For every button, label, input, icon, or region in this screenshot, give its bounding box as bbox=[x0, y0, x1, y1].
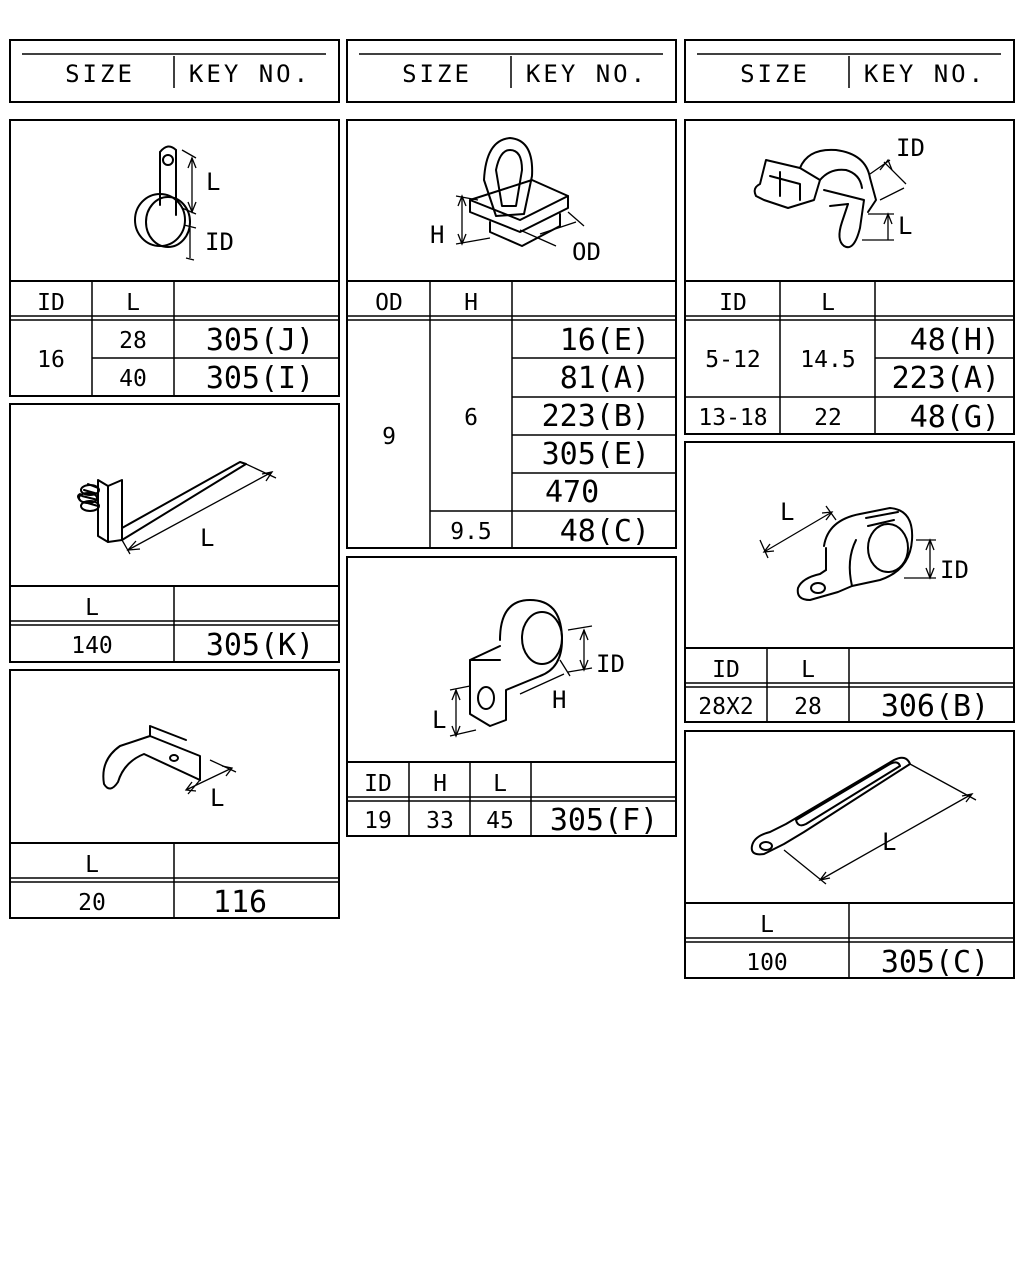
cell-key-no: 48(G) bbox=[909, 400, 1000, 435]
col-header-od: OD bbox=[375, 290, 403, 316]
cell-l: 140 bbox=[71, 633, 113, 659]
cell-l: 45 bbox=[486, 808, 514, 834]
cell-key-no: 81(A) bbox=[559, 361, 650, 396]
dim-label-l: L bbox=[210, 784, 225, 812]
col-header-id: ID bbox=[712, 657, 740, 683]
spring-clip-drawing bbox=[103, 726, 236, 812]
cell-h: 6 bbox=[464, 405, 478, 431]
header-key-no: KEY NO. bbox=[863, 60, 987, 88]
cell-id: 16 bbox=[37, 347, 65, 373]
header-col2 bbox=[347, 40, 676, 102]
dim-label-h: H bbox=[552, 686, 567, 714]
panel-clamp-c bbox=[10, 670, 339, 920]
cell-l: 40 bbox=[119, 366, 147, 392]
cell-key-no: 48(H) bbox=[909, 323, 1000, 358]
cell-h: 9.5 bbox=[450, 519, 492, 545]
cell-key-no: 223(A) bbox=[891, 361, 1000, 396]
cell-key-no: 305(C) bbox=[880, 945, 990, 980]
col-header-id: ID bbox=[364, 771, 392, 797]
dim-label-id: ID bbox=[940, 556, 969, 584]
cell-key-no: 305(J) bbox=[205, 323, 315, 358]
cell-key-no: 305(I) bbox=[205, 361, 315, 396]
cell-key-no: 470 bbox=[545, 475, 600, 510]
panel-clamp-a bbox=[10, 120, 339, 396]
col-header-l: L bbox=[801, 657, 815, 683]
col-header-l: L bbox=[85, 595, 99, 621]
push-clip-drawing bbox=[430, 138, 601, 266]
cell-key-no: 305(F) bbox=[549, 803, 659, 838]
cell-key-no: 306(B) bbox=[880, 689, 990, 724]
panel-clamp-f bbox=[685, 731, 1014, 980]
header-size: SIZE bbox=[740, 60, 810, 88]
cell-id: 5-12 bbox=[705, 347, 761, 373]
harness-clip-drawing bbox=[755, 134, 925, 247]
panel-clip-b bbox=[685, 120, 1014, 435]
dim-label-id: ID bbox=[205, 228, 234, 256]
cell-id: 13-18 bbox=[698, 405, 768, 431]
col-header-l: L bbox=[760, 912, 774, 938]
cell-key-no: 305(K) bbox=[205, 628, 315, 663]
dim-label-l: L bbox=[882, 828, 897, 856]
cell-key-no: 223(B) bbox=[541, 399, 650, 434]
col-header-l: L bbox=[821, 290, 835, 316]
strap-bracket-drawing bbox=[78, 462, 276, 554]
cell-key-no: 48(C) bbox=[559, 514, 650, 549]
cell-l: 28 bbox=[119, 328, 147, 354]
cell-key-no: 305(E) bbox=[541, 437, 650, 472]
header-size: SIZE bbox=[65, 60, 135, 88]
double-loop-clamp-drawing bbox=[760, 498, 969, 600]
loop-clamp-drawing bbox=[135, 146, 234, 260]
dim-label-id: ID bbox=[596, 650, 625, 678]
cell-key-no: 116 bbox=[212, 885, 268, 920]
cell-od: 9 bbox=[382, 424, 396, 450]
dim-label-l: L bbox=[898, 212, 913, 240]
cell-id: 19 bbox=[364, 808, 392, 834]
cell-l: 100 bbox=[746, 950, 788, 976]
dim-label-od: OD bbox=[572, 238, 601, 266]
panel-clamp-d bbox=[347, 557, 676, 838]
dim-label-id: ID bbox=[896, 134, 925, 162]
p-clamp-drawing bbox=[432, 600, 625, 736]
col-header-l: L bbox=[85, 852, 99, 878]
header-key-no: KEY NO. bbox=[525, 60, 649, 88]
dim-label-l: L bbox=[206, 168, 221, 196]
col-header-h: H bbox=[464, 290, 478, 316]
cell-id: 28X2 bbox=[698, 694, 754, 720]
header-size: SIZE bbox=[402, 60, 472, 88]
col-header-l: L bbox=[493, 771, 507, 797]
col-header-id: ID bbox=[719, 290, 747, 316]
cell-l: 14.5 bbox=[800, 347, 856, 373]
header-col1 bbox=[10, 40, 339, 102]
cell-l: 28 bbox=[794, 694, 822, 720]
cell-h: 33 bbox=[426, 808, 454, 834]
header-col3 bbox=[685, 40, 1014, 102]
slotted-strap-drawing bbox=[752, 758, 976, 884]
col-header-h: H bbox=[433, 771, 447, 797]
panel-clip-a bbox=[347, 120, 676, 549]
dim-label-l: L bbox=[780, 498, 795, 526]
dim-label-l: L bbox=[432, 706, 447, 734]
cell-l: 20 bbox=[78, 890, 106, 916]
col-header-l: L bbox=[126, 290, 140, 316]
col-header-id: ID bbox=[37, 290, 65, 316]
dim-label-l: L bbox=[200, 524, 215, 552]
dim-label-h: H bbox=[430, 221, 445, 249]
panel-clamp-e bbox=[685, 442, 1014, 724]
panel-clamp-b bbox=[10, 404, 339, 663]
header-key-no: KEY NO. bbox=[188, 60, 312, 88]
cell-key-no: 16(E) bbox=[559, 323, 650, 358]
cell-l: 22 bbox=[814, 405, 842, 431]
